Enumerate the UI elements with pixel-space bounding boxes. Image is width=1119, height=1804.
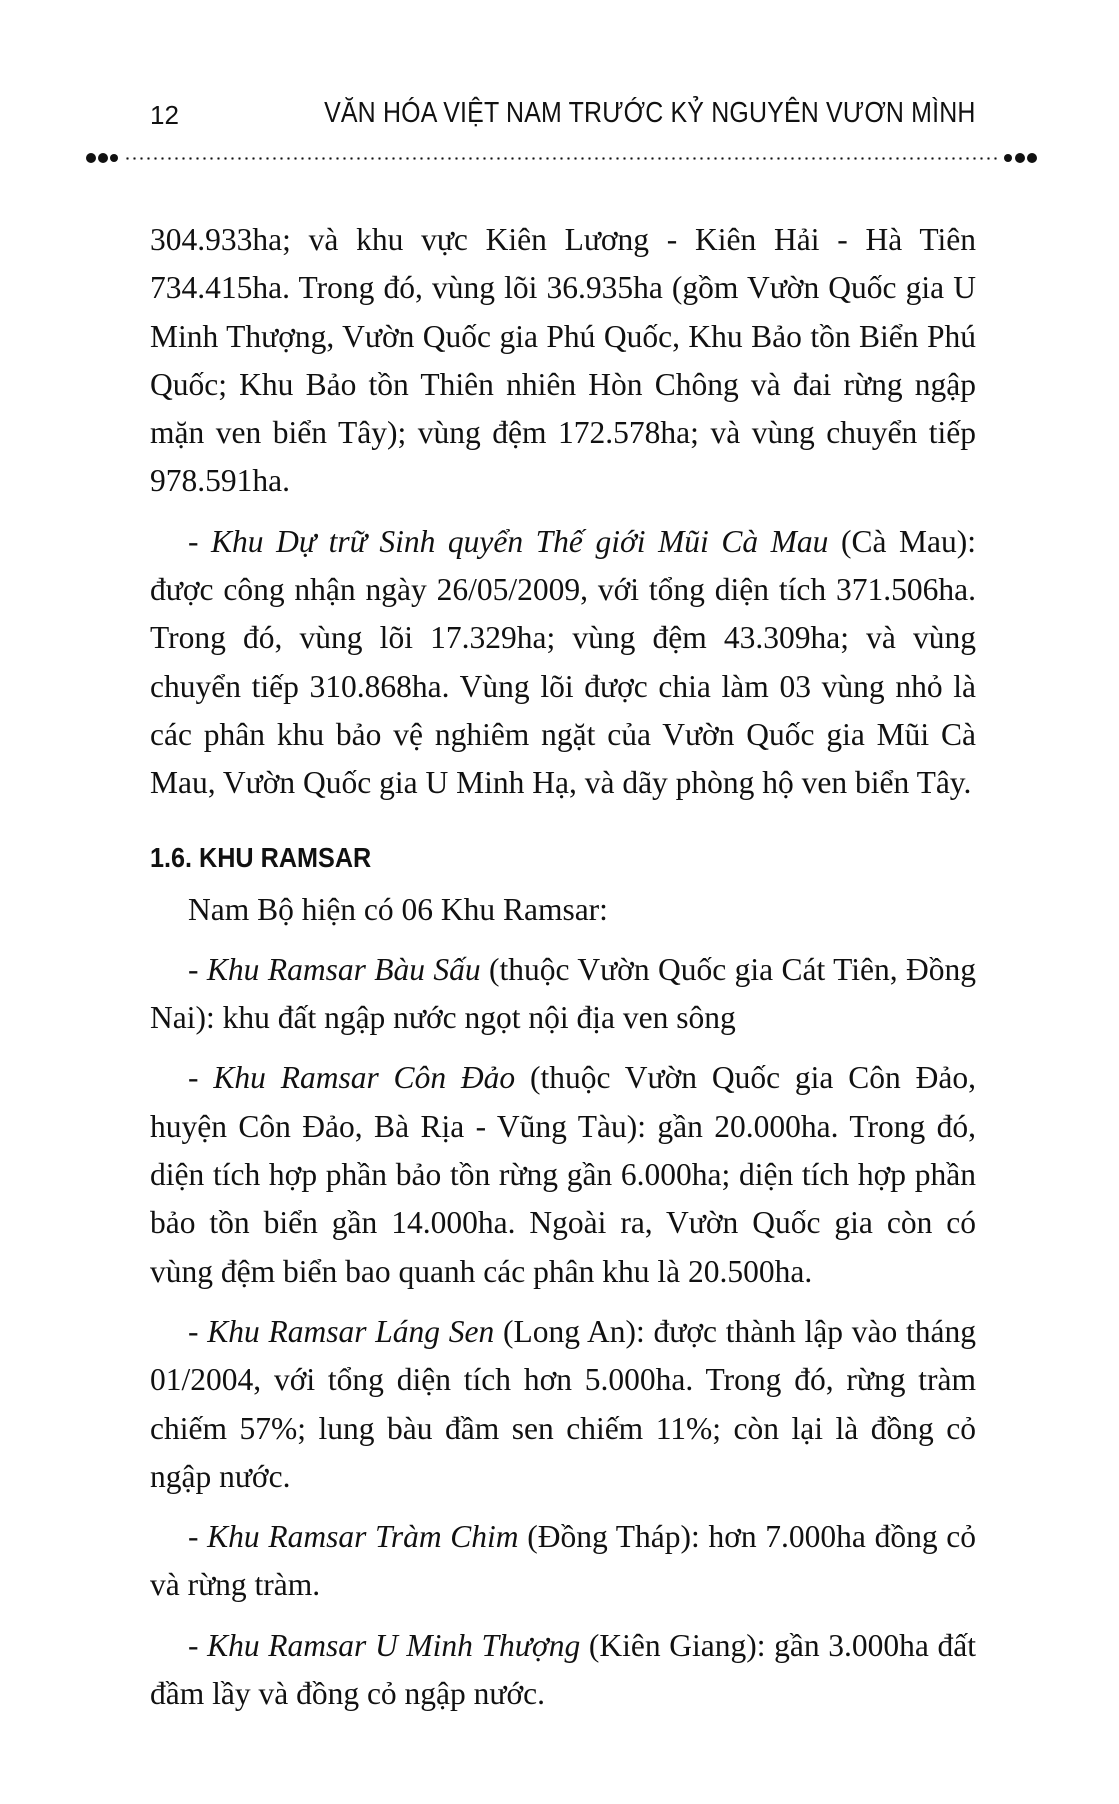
- list-item-ramsar-site: [150, 946, 976, 1043]
- list-item-ramsar-site: [150, 1054, 976, 1295]
- divider-dot-icon: [1027, 153, 1037, 163]
- site-name: Khu Ramsar U Minh Thượng: [207, 1627, 581, 1663]
- list-item-ramsar-site: [150, 1622, 976, 1719]
- divider-dot-icon: [1015, 153, 1025, 163]
- page-body: [150, 216, 976, 1718]
- running-title: VĂN HÓA VIỆT NAM TRƯỚC KỶ NGUYÊN VƯƠN MÌNH: [324, 97, 976, 129]
- section-heading: 1.6. KHU RAMSAR: [150, 841, 372, 873]
- paragraph-ca-mau-reserve: [150, 518, 976, 808]
- site-description: (thuộc Vườn Quốc gia Cát Tiên, Đồng Nai): khu đất ngập nước ngọt nội địa ven sông: [150, 951, 976, 1036]
- paragraph-kien-giang-continued: 304.933ha; và khu vực Kiên Lương - Kiên Hải - Hà Tiên 734.415ha. Trong đó, vùng lõi 36.935ha (gồm Vườn Quốc gia U Minh Thượng, Vườn Quốc gia Phú Quốc, Khu Bảo tồn Biển Phú Quốc; Khu Bảo tồn Thiên nhiên Hòn Chông và đai rừng ngập mặn ven biển Tây); vùng đệm 172.578ha; và vùng chuyển tiếp 978.591ha.: [150, 222, 976, 499]
- list-item-ramsar-site: [150, 1513, 976, 1610]
- site-name: Khu Ramsar Bàu Sấu: [206, 951, 481, 987]
- site-description: (Đồng Tháp): hơn 7.000ha đồng cỏ và rừng tràm.: [150, 1519, 976, 1603]
- section-intro: Nam Bộ hiện có 06 Khu Ramsar:: [188, 891, 608, 927]
- list-dash: -: [188, 1313, 208, 1349]
- list-dash: -: [188, 1627, 208, 1663]
- divider-dotted-line: [124, 157, 1001, 160]
- site-name: Khu Ramsar Láng Sen: [207, 1313, 495, 1349]
- site-name: Khu Ramsar Tràm Chim: [207, 1519, 519, 1555]
- site-name: Khu Ramsar Côn Đảo: [213, 1060, 516, 1096]
- site-description: (Kiên Giang): gần 3.000ha đất đầm lầy và đồng cỏ ngập nước.: [150, 1627, 976, 1712]
- divider-dot-icon: [110, 154, 118, 162]
- list-dash: -: [188, 1060, 214, 1096]
- page-number: 12: [150, 100, 179, 130]
- list-dash: -: [188, 951, 207, 987]
- reserve-description: (Cà Mau): được công nhận ngày 26/05/2009, với tổng diện tích 371.506ha. Trong đó, vùng lõi 17.329ha; vùng đệm 43.309ha; và vùng chuyển tiếp 310.868ha. Vùng lõi được chia làm 03 vùng nhỏ là các phân khu bảo vệ nghiêm ngặt của Vườn Quốc gia Mũi Cà Mau, Vườn Quốc gia U Minh Hạ, và dãy phòng hộ ven biển Tây.: [150, 523, 976, 801]
- divider-dot-icon: [86, 153, 96, 163]
- list-dash: -: [188, 523, 212, 559]
- site-description: (Long An): được thành lập vào tháng 01/2004, với tổng diện tích hơn 5.000ha. Trong đó, rừng tràm chiếm 57%; lung bàu đầm sen chiếm 11%; còn lại là đồng cỏ ngập nước.: [150, 1313, 976, 1494]
- list-dash: -: [188, 1519, 208, 1555]
- divider-dot-icon: [98, 153, 108, 163]
- reserve-name: Khu Dự trữ Sinh quyển Thế giới Mũi Cà Mau: [211, 523, 829, 559]
- site-description: (thuộc Vườn Quốc gia Côn Đảo, huyện Côn Đảo, Bà Rịa - Vũng Tàu): gần 20.000ha. Trong đó, diện tích hợp phần bảo tồn rừng gần 6.000ha; diện tích hợp phần bảo tồn biển gần 14.000ha. Ngoài ra, Vườn Quốc gia còn có vùng đệm biển bao quanh các phân khu là 20.500ha.: [150, 1060, 976, 1289]
- dotted-divider: [86, 151, 1039, 165]
- divider-dot-icon: [1004, 154, 1012, 162]
- list-item-ramsar-site: [150, 1308, 976, 1501]
